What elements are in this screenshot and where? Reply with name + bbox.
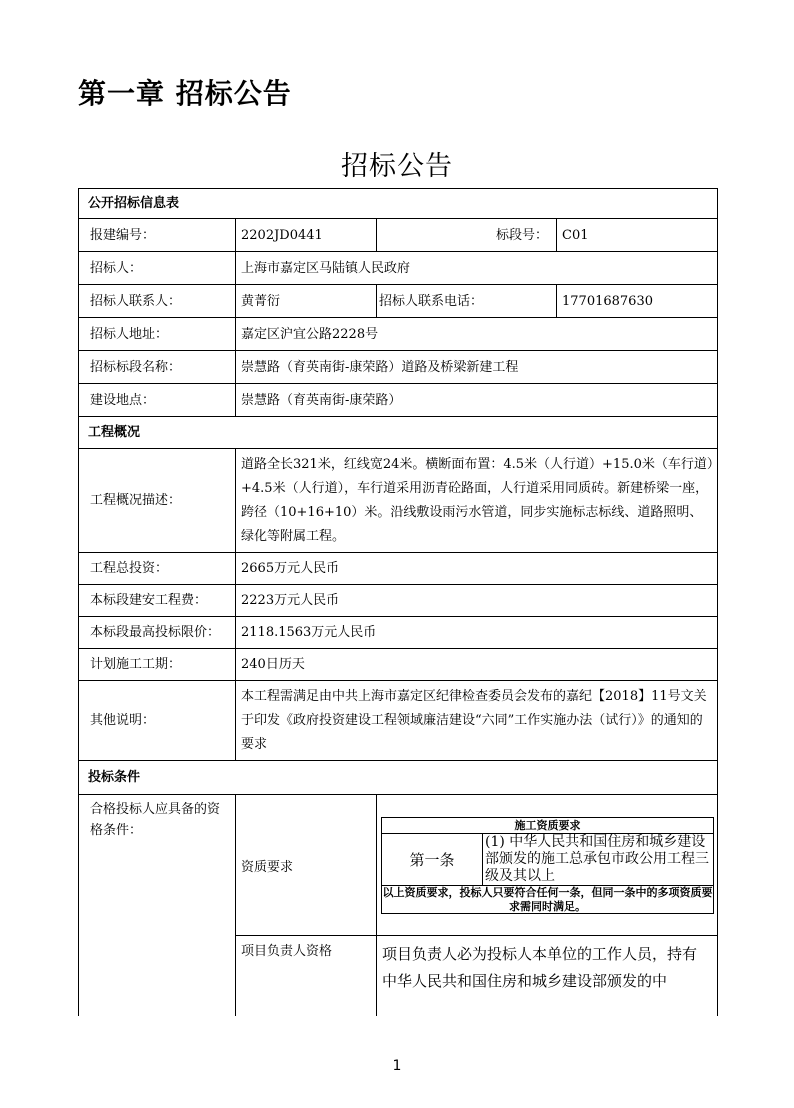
overview-desc-label: 工程概况描述： <box>90 493 182 508</box>
qualification-clause-text: (1) 中华人民共和国住房和城乡建设部颁发的施工总承包市政公用工程三级及其以上 <box>485 834 709 884</box>
qualification-area <box>78 795 718 1016</box>
phone-value: 17701687630 <box>562 293 653 309</box>
project-name-value: 崇慧路（育英南街-康荣路）道路及桥梁新建工程 <box>241 359 519 375</box>
chapter-title: 第一章 招标公告 <box>78 77 292 110</box>
address-value: 嘉定区沪宜公路2228号 <box>241 326 379 342</box>
qualification-requirement-label: 资质要求 <box>241 859 294 875</box>
max-price-label: 本标段最高投标限价： <box>90 625 221 640</box>
total-investment-value: 2665万元人民币 <box>241 561 340 576</box>
project-manager-label: 项目负责人资格 <box>241 944 333 959</box>
build-cost-label: 本标段建安工程费： <box>90 593 208 608</box>
qualification-clause-key: 第一条 <box>382 833 483 885</box>
project-manager-text: 项目负责人必为投标人本单位的工作人员，持有中华人民共和国住房和城乡建设部颁发的中 <box>382 945 698 990</box>
row-location <box>78 384 718 417</box>
row-other <box>78 681 718 761</box>
tenderer-value: 上海市嘉定区马陆镇人民政府 <box>241 260 411 276</box>
section-title: 工程概况 <box>88 425 141 440</box>
row-build-cost <box>78 585 718 617</box>
bid-number-label: 报建编号： <box>90 227 156 243</box>
location-value: 崇慧路（育英南街-康荣路） <box>241 392 402 408</box>
row-bid-number <box>78 219 718 252</box>
section-title: 公开招标信息表 <box>88 196 180 211</box>
row-contact <box>78 285 718 318</box>
qualified-bidder-label: 合格投标人应具备的资格条件： <box>90 802 221 838</box>
row-project-name <box>78 351 718 384</box>
total-investment-label: 工程总投资： <box>90 561 169 576</box>
page-number: 1 <box>392 1058 402 1074</box>
qualification-requirement-table <box>381 817 714 914</box>
row-period <box>78 649 718 681</box>
location-label: 建设地点： <box>90 392 156 408</box>
overview-desc-value: 道路全长321米，红线宽24米。横断面布置：4.5米（人行道）+15.0米（车行道）+4.5米（人行道），车行道采用沥青砼路面，人行道采用同质砖。新建桥梁一座，跨径（10+16+10）米。沿线敷设雨污水管道，同步实施标志标线、道路照明、绿化等附属工程。 <box>241 456 714 544</box>
phone-label: 招标人联系电话： <box>379 293 484 309</box>
address-label: 招标人地址： <box>90 326 169 342</box>
row-overview-desc <box>78 449 718 553</box>
row-total-investment <box>78 553 718 585</box>
document-title: 招标公告 <box>341 151 453 182</box>
max-price-value: 2118.1563万元人民币 <box>241 625 377 640</box>
section-number-value: C01 <box>562 227 589 243</box>
bid-number-value: 2202JD0441 <box>241 227 323 243</box>
section-header-overview <box>78 417 718 449</box>
section-header-info <box>78 189 718 219</box>
section-number-label: 标段号： <box>495 227 548 243</box>
contact-label: 招标人联系人： <box>90 293 182 309</box>
period-label: 计划施工工期： <box>90 657 182 672</box>
row-address <box>78 318 718 351</box>
contact-value: 黄菁衍 <box>241 293 281 309</box>
period-value: 240日历天 <box>241 657 305 672</box>
project-name-label: 招标标段名称： <box>90 359 182 375</box>
row-max-price <box>78 617 718 649</box>
qualification-table-header: 施工资质要求 <box>382 818 713 834</box>
section-title: 投标条件 <box>88 770 141 785</box>
row-tenderer <box>78 252 718 285</box>
section-header-conditions <box>78 761 718 795</box>
other-label: 其他说明： <box>90 713 156 728</box>
build-cost-value: 2223万元人民币 <box>241 593 340 608</box>
other-value: 本工程需满足由中共上海市嘉定区纪律检查委员会发布的嘉纪【2018】11号文关于印发《政府投资建设工程领域廉洁建设“六同”工作实施办法（试行）》的通知的要求 <box>241 688 707 752</box>
qualification-note: 以上资质要求，投标人只要符合任何一条，但同一条中的多项资质要求需同时满足。 <box>382 886 713 913</box>
tenderer-label: 招标人： <box>90 260 143 276</box>
